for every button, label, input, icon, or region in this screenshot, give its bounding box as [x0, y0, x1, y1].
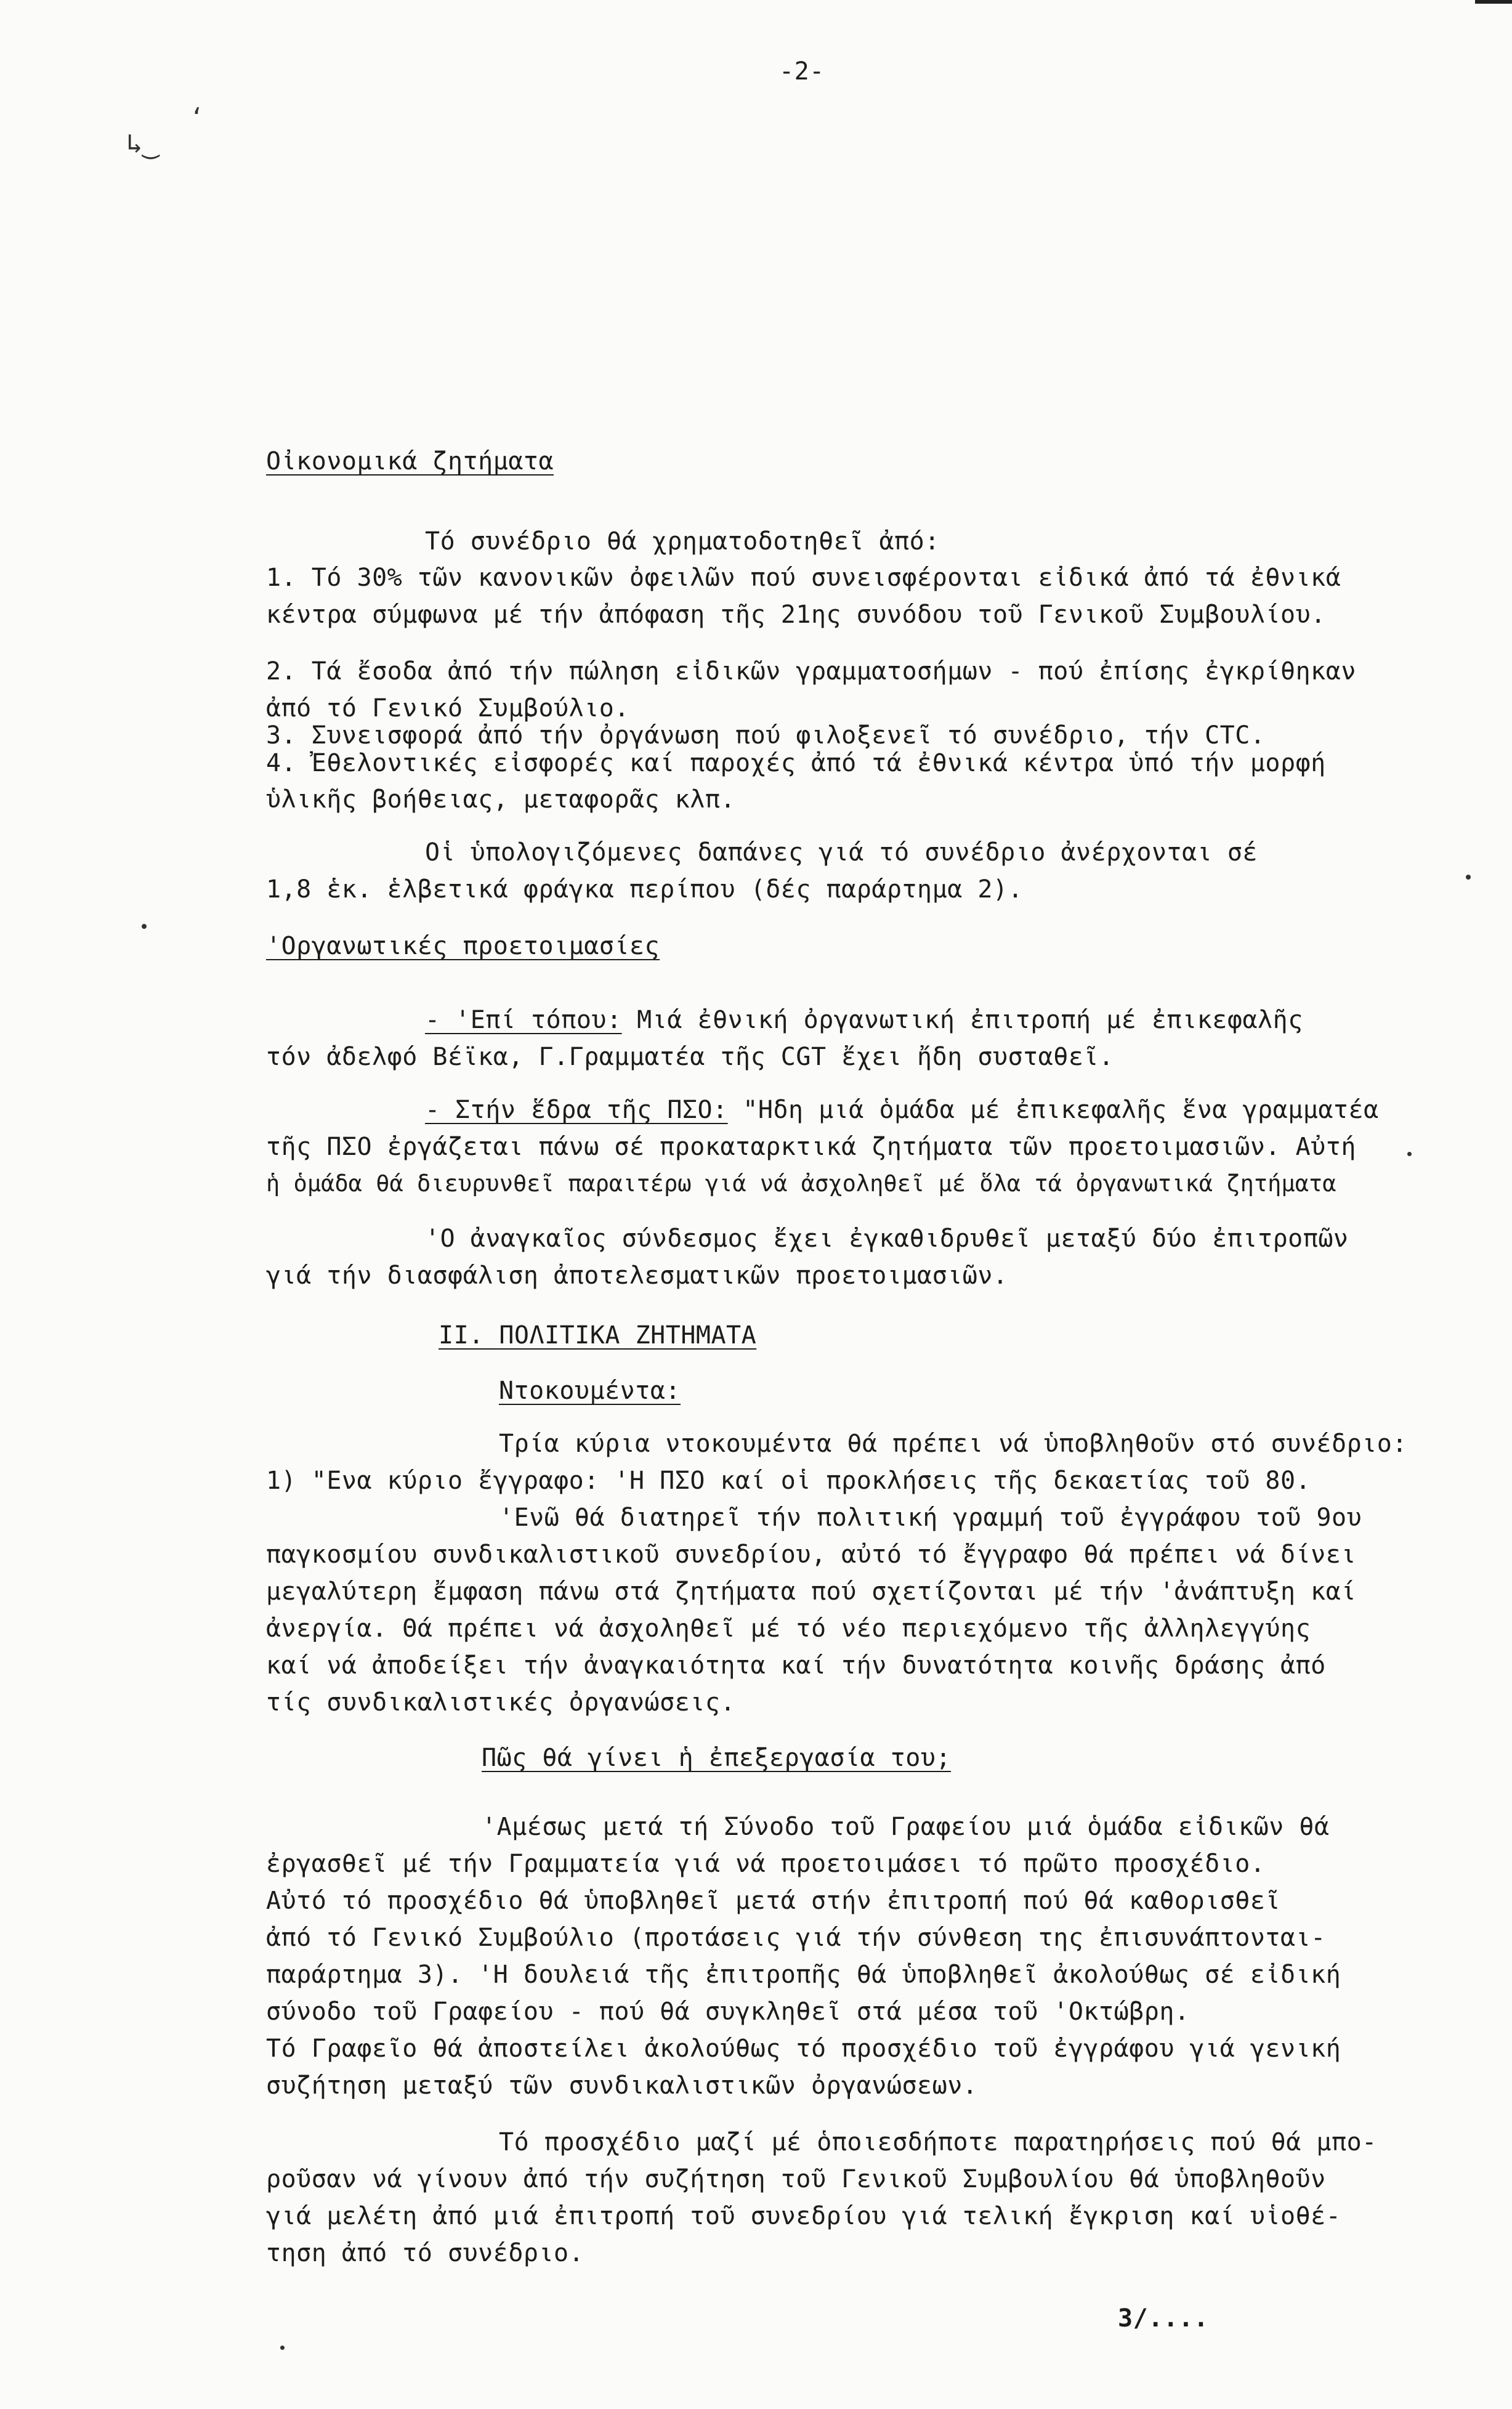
paragraph-line: μεγαλύτερη ἔμφαση πάνω στά ζητήματα πού σχετίζονται μέ τήν 'ἀνάπτυξη καί — [266, 1577, 1356, 1606]
paragraph-line: συζήτηση μεταξύ τῶν συνδικαλιστικῶν ὀργανώσεων. — [266, 2071, 978, 2100]
paragraph-line: 2. Τά ἔσοδα ἀπό τήν πώληση εἰδικῶν γραμματοσήμων - πού ἐπίσης ἐγκρίθηκαν — [266, 657, 1356, 686]
item-number: 1) — [266, 1467, 297, 1495]
paragraph-line: ἀπό τό Γενικό Συμβούλιο (προτάσεις γιά τήν σύνθεση της ἐπισυνάπτονται- — [266, 1924, 1326, 1952]
section-heading-political: II. ΠΟΛΙΤΙΚΑ ΖΗΤΗΜΑΤΑ — [439, 1321, 757, 1350]
paragraph-line: Τό Γραφεῖο θά ἀποστείλει ἀκολούθως τό προσχέδιο τοῦ ἐγγράφου γιά γενική — [266, 2034, 1341, 2063]
paragraph-line: παράρτημα 3). 'Η δουλειά τῆς ἐπιτροπῆς θά ὑποβληθεῖ ἀκολούθως σέ εἰδική — [266, 1961, 1341, 1989]
paragraph-line: καί νά ἀποδείξει τήν ἀναγκαιότητα καί τήν δυνατότητα κοινῆς δράσης ἀπό — [266, 1651, 1326, 1680]
paragraph-line: ἐργασθεῖ μέ τήν Γραμματεία γιά νά προετοιμάσει τό πρῶτο προσχέδιο. — [266, 1850, 1266, 1878]
paragraph-line: 'Αμέσως μετά τή Σύνοδο τοῦ Γραφείου μιά ὁμάδα εἰδικῶν θά — [482, 1813, 1330, 1841]
paragraph-line: 4. Ἐθελοντικές εἰσφορές καί παροχές ἀπό τά ἐθνικά κέντρα ὑπό τήν μορφή — [266, 749, 1326, 777]
paragraph-line: ροῦσαν νά γίνουν ἀπό τήν συζήτηση τοῦ Γενικοῦ Συμβουλίου θά ὑποβληθοῦν — [266, 2165, 1326, 2193]
paragraph-line: ἀπό τό Γενικό Συμβούλιο. — [266, 694, 629, 723]
paragraph-line: ἡ ὁμάδα θά διευρυνθεῖ παραιτέρω γιά νά ἀσχοληθεῖ μέ ὅλα τά ὀργανωτικά ζητήματα — [266, 1170, 1336, 1197]
paragraph-line: 3. Συνεισφορά ἀπό τήν ὀργάνωση πού φιλοξενεῖ τό συνέδριο, τήν CTC. — [266, 721, 1266, 750]
paragraph-line — [425, 1004, 1303, 1036]
paragraph-line: τόν ἀδελφό Βέϊκα, Γ.Γραμματέα τῆς CGT ἔχει ἤδη συσταθεῖ. — [266, 1043, 1114, 1071]
subheading-documents: Ντοκουμέντα: — [499, 1377, 681, 1405]
paragraph-line — [425, 1094, 1379, 1126]
paragraph-line: Αὐτό τό προσχέδιο θά ὑποβληθεῖ μετά στήν ἐπιτροπή πού θά καθορισθεῖ — [266, 1887, 1280, 1915]
paragraph-line: γιά τήν διασφάλιση ἀποτελεσματικῶν προετοιμασιῶν. — [266, 1261, 1008, 1290]
paragraph-line: 'Ο ἀναγκαῖος σύνδεσμος ἔχει ἐγκαθιδρυθεῖ μεταξύ δύο ἐπιτροπῶν — [425, 1225, 1349, 1253]
paragraph-line: 'Ενῶ θά διατηρεῖ τήν πολιτική γραμμή τοῦ ἐγγράφου τοῦ 9ου — [499, 1504, 1362, 1532]
subheading-process: Πῶς θά γίνει ἡ ἐπεξεργασία του; — [482, 1744, 952, 1772]
paragraph-line: ἀνεργία. Θά πρέπει νά ἀσχοληθεῖ μέ τό νέο περιεχόμενο τῆς ἀλληλεγγύης — [266, 1614, 1311, 1643]
paragraph-line: σύνοδο τοῦ Γραφείου - πού θά συγκληθεῖ στά μέσα τοῦ 'Οκτώβρη. — [266, 1998, 1190, 2026]
handwritten-mark: ʻ — [190, 103, 204, 131]
paragraph-line: γιά μελέτη ἀπό μιά ἐπιτροπή τοῦ συνεδρίου γιά τελική ἔγκριση καί υἱοθέ- — [266, 2202, 1341, 2230]
paragraph-line: κέντρα σύμφωνα μέ τήν ἀπόφαση τῆς 21ης συνόδου τοῦ Γενικοῦ Συμβουλίου. — [266, 601, 1326, 629]
section-heading-organizational: 'Οργανωτικές προετοιμασίες — [266, 932, 660, 960]
handwritten-scribble: ↳‿ — [126, 128, 159, 160]
paragraph-line: Τό συνέδριο θά χρηματοδοτηθεῖ ἀπό: — [425, 527, 940, 556]
scan-edge-mark — [1475, 0, 1512, 4]
paragraph-line: 1. Τό 30% τῶν κανονικῶν ὀφειλῶν πού συνεισφέρονται εἰδικά ἀπό τά ἐθνικά — [266, 564, 1341, 592]
item-text: "Ενα κύριο ἔγγραφο: 'Η ΠΣΟ καί οἱ προκλήσεις τῆς δεκαετίας τοῦ 80. — [311, 1467, 1311, 1495]
paragraph-line: Οἱ ὑπολογιζόμενες δαπάνες γιά τό συνέδριο ἀνέρχονται σέ — [425, 838, 1258, 867]
paragraph-line — [266, 1465, 1311, 1497]
continuation-marker: 3/.... — [1118, 2304, 1209, 2333]
paragraph-line: τίς συνδικαλιστικές ὀργανώσεις. — [266, 1688, 736, 1717]
paragraph-line: τηση ἀπό τό συνέδριο. — [266, 2239, 584, 2267]
scan-speck — [142, 924, 147, 929]
local-label: - 'Επί τόπου: — [425, 1006, 622, 1034]
paragraph-line: παγκοσμίου συνδικαλιστικοῦ συνεδρίου, αὐτό τό ἔγγραφο θά πρέπει νά δίνει — [266, 1541, 1356, 1569]
scan-speck — [1407, 1152, 1412, 1156]
section-heading-economic: Οἰκονομικά ζητήματα — [266, 447, 554, 476]
paragraph-line: Τό προσχέδιο μαζί μέ ὁποιεσδήποτε παρατηρήσεις πού θά μπο- — [499, 2128, 1377, 2156]
scan-speck — [280, 2346, 285, 2350]
hq-text: "Ηδη μιά ὁμάδα μέ ἐπικεφαλῆς ἕνα γραμματέα — [743, 1096, 1379, 1124]
local-text: Μιά ἐθνική ὀργανωτική ἐπιτροπή μέ ἐπικεφαλῆς — [637, 1006, 1303, 1034]
paragraph-line: τῆς ΠΣΟ ἐργάζεται πάνω σέ προκαταρκτικά ζητήματα τῶν προετοιμασιῶν. Αὐτή — [266, 1133, 1356, 1161]
scan-speck — [1466, 875, 1471, 880]
hq-label: - Στήν ἕδρα τῆς ΠΣΟ: — [425, 1096, 728, 1124]
paragraph-line: Τρία κύρια ντοκουμέντα θά πρέπει νά ὑποβληθοῦν στό συνέδριο: — [499, 1430, 1407, 1458]
paragraph-line: ὑλικῆς βοήθειας, μεταφορᾶς κλπ. — [266, 785, 736, 814]
paragraph-line: 1,8 ἑκ. ἑλβετικά φράγκα περίπου (δές παράρτημα 2). — [266, 875, 1024, 904]
page-number: -2- — [779, 57, 825, 86]
